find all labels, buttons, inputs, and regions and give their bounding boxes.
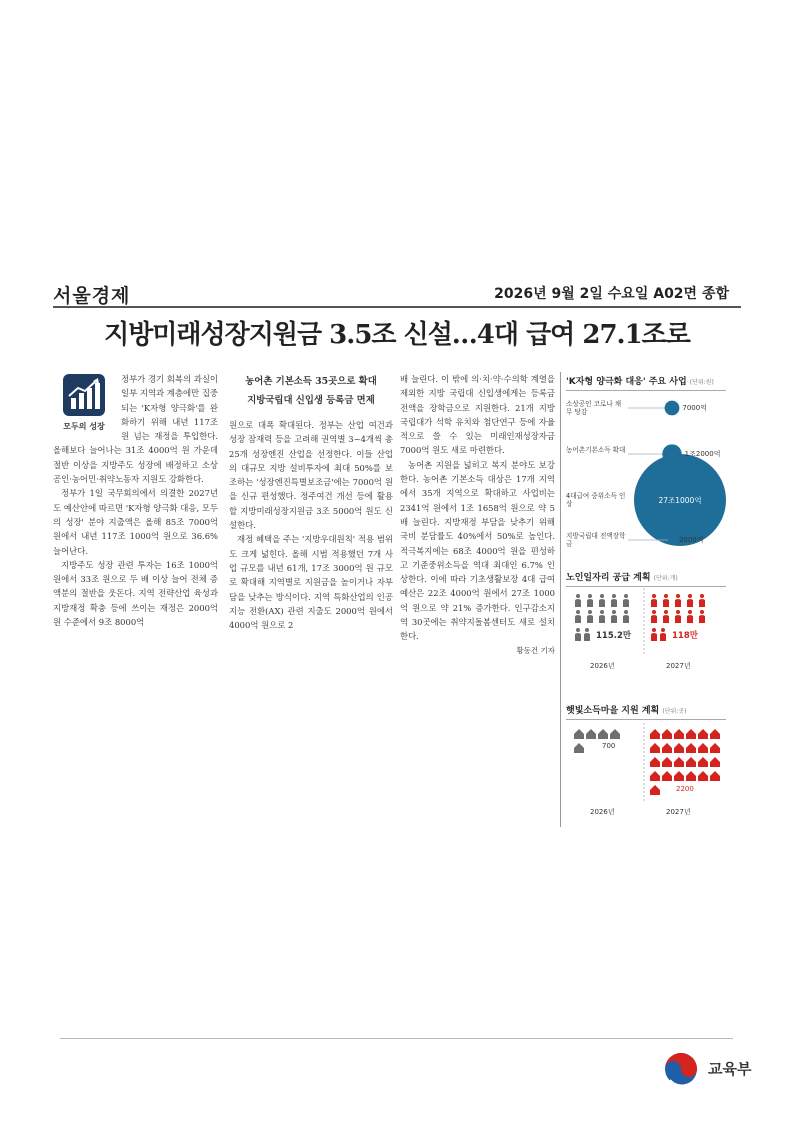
chart-title (566, 374, 726, 387)
bubble-value: 27조1000억 (658, 496, 702, 505)
byline: 황동건 기자 (516, 645, 555, 655)
person-body (587, 615, 593, 623)
house-icon (662, 729, 672, 739)
bubble-chart (566, 374, 726, 554)
person-head (600, 610, 604, 614)
house-pictogram-chart (566, 703, 726, 828)
person-body (611, 615, 617, 623)
house-icon (586, 729, 596, 739)
growth-chart-icon (63, 374, 105, 416)
person-icon (663, 610, 669, 623)
person-head (585, 628, 589, 632)
person-head (652, 594, 656, 598)
house-icon (674, 743, 684, 753)
article-column-1 (53, 372, 218, 629)
person-head (700, 594, 704, 598)
person-head (652, 610, 656, 614)
person-body (651, 633, 657, 641)
chart-rule (566, 586, 726, 587)
person-body (651, 599, 657, 607)
article-column-3 (400, 372, 555, 658)
person-body (587, 599, 593, 607)
person-icon (575, 610, 581, 623)
headline: 지방미래성장지원금 3.5조 신설…4대 급여 27.1조로 (104, 320, 690, 350)
house-icon (698, 771, 708, 781)
year-label: 2026년 (590, 808, 615, 816)
person-icon (611, 594, 617, 607)
people-pictogram-chart (566, 570, 726, 678)
house-icon (598, 729, 608, 739)
section-logo (53, 372, 115, 434)
subheadline-line-2: 지방국립대 신입생 등록금 면제 (247, 395, 375, 406)
publication-name: 서울경제 (53, 285, 131, 307)
person-head (676, 594, 680, 598)
house-icon (674, 729, 684, 739)
person-icon (587, 594, 593, 607)
house-icon (674, 757, 684, 767)
chart-title-text: 'K자형 양극화 대응' 주요 사업 (566, 377, 687, 387)
chart-title-text: 노인일자리 공급 계획 (566, 573, 651, 583)
person-icon (599, 610, 605, 623)
person-head (676, 610, 680, 614)
ministry-name: 교육부 (708, 1060, 752, 1078)
paragraph: 배 늘린다. 이 밖에 의·치·약·수의학 계열을 제외한 지방 국립대 신입생에게는 등록금 전액을 장학금으로 지원한다. 21개 지방 국립대가 석학 유치와 첨단연구 등에 자율적으로 쓸 수 있는 미래인재성장자금 7000억 원도 새로 마련한다. (400, 374, 555, 456)
person-head (624, 610, 628, 614)
person-body (575, 615, 581, 623)
year-label: 2027년 (666, 808, 691, 816)
person-body (687, 615, 693, 623)
person-head (576, 628, 580, 632)
chart-unit: (단위:곳) (662, 708, 687, 715)
house-icon (710, 771, 720, 781)
person-body (663, 615, 669, 623)
house-icon (686, 757, 696, 767)
person-head (688, 610, 692, 614)
person-head (664, 610, 668, 614)
paragraph: 정부가 1일 국무회의에서 의결한 2027년도 예산안에 따르면 'K자형 양극화 대응, 모두의 성장' 분야 지출액은 올해 85조 7000억 원에서 내년 117조 1000억 원으로 36.6% 늘어난다. (53, 488, 218, 556)
person-body (663, 599, 669, 607)
person-body (575, 599, 581, 607)
chart-unit: (단위:원) (689, 379, 714, 386)
house-icon (650, 743, 660, 753)
house-icon (662, 743, 672, 753)
person-body (699, 599, 705, 607)
house-icon (698, 729, 708, 739)
bubble-1 (665, 401, 680, 416)
person-icon (611, 610, 617, 623)
article-column-2 (229, 372, 393, 632)
house-icon (686, 743, 696, 753)
person-icon (687, 610, 693, 623)
person-body (675, 615, 681, 623)
person-icon (675, 610, 681, 623)
person-icon (651, 610, 657, 623)
person-head (576, 610, 580, 614)
person-head (612, 594, 616, 598)
house-value: 700 (602, 742, 616, 750)
person-icon (623, 594, 629, 607)
bubble-label: 지방국립대 전액장학금 (566, 532, 626, 548)
person-icon (623, 610, 629, 623)
person-icon (575, 628, 581, 641)
column-divider (560, 372, 561, 827)
person-body (611, 599, 617, 607)
chart-rule (566, 719, 726, 720)
person-body (660, 633, 666, 641)
bubble-label: 소상공인 코로나 채무 탕감 (566, 400, 622, 416)
house-icon (710, 729, 720, 739)
house-icon (710, 757, 720, 767)
person-icon (599, 594, 605, 607)
person-icon (587, 610, 593, 623)
paragraph: 농어촌 지원을 넓히고 복지 분야도 보강한다. 농어촌 기본소득 대상은 17개 지역에서 35개 지역으로 확대하고 사업비는 2341억 원에서 1조 1658억 원으로 약 5배 늘린다. 지방재정 부담을 낮추기 위해 국비 분담률도 40%에서 50%로 높인다. 적극복지에는 68조 4000억 원을 편성하고 기준중위소득을 역대 최대인 6.7% 인상한다. 이에 따라 기초생활보장 4대 급여 예산은 22조 4000억 원에서 27조 1000억 원으로 약 21% 증가한다. 인구감소지역 30곳에는 취약지돌봄센터도 새로 설치한다. (400, 459, 555, 642)
house-icon (674, 771, 684, 781)
person-body (687, 599, 693, 607)
house-icon (686, 771, 696, 781)
person-head (588, 610, 592, 614)
footer-rule (60, 1038, 733, 1039)
person-head (600, 594, 604, 598)
people-value: 115.2만 (596, 631, 632, 641)
person-icon (575, 594, 581, 607)
subheadline-line-1: 농어촌 기본소득 35곳으로 확대 (245, 376, 377, 387)
person-body (675, 599, 681, 607)
chart-unit: (단위:개) (653, 575, 678, 582)
person-icon (584, 628, 590, 641)
section-label: 모두의 성장 (63, 422, 105, 431)
bubble-value: 1조2000억 (684, 450, 721, 458)
subheadline (229, 372, 393, 410)
bubble-value: 7000억 (682, 404, 707, 412)
house-icon (650, 729, 660, 739)
person-icon (651, 628, 657, 641)
house-icon (698, 757, 708, 767)
person-head (612, 610, 616, 614)
person-head (664, 594, 668, 598)
person-body (584, 633, 590, 641)
year-label: 2026년 (590, 662, 615, 670)
year-label: 2027년 (666, 662, 691, 670)
chart-title (566, 703, 726, 716)
person-body (599, 599, 605, 607)
bubble-label: 4대급여 중위소득 인상 (566, 492, 626, 508)
people-plot (566, 588, 726, 658)
government-emblem-icon (662, 1050, 700, 1088)
house-icon (662, 757, 672, 767)
person-body (623, 599, 629, 607)
person-body (623, 615, 629, 623)
person-head (588, 594, 592, 598)
house-icon (710, 743, 720, 753)
bubble-4 (668, 536, 676, 544)
house-value: 2200 (676, 785, 694, 793)
paragraph: 원으로 대폭 확대된다. 정부는 산업 여건과 성장 잠재력 등을 고려해 권역별 3~4개씩 총 25개 성장엔진 산업을 선정한다. 이들 산업의 대규모 지방 설비투자에 최대 50%를 보조하는 '성장엔진특별보조금'에는 7000억 원을 신규 편성했다. 정주여건 개선 등에 활용할 지방미래성장지원금 3조 5000억 원도 신설한다. (229, 420, 393, 531)
house-icon (698, 743, 708, 753)
person-body (599, 615, 605, 623)
house-plot (566, 723, 726, 803)
dateline: 2026년 9월 2일 수요일 A02면 종합 (494, 286, 729, 302)
header-rule (53, 306, 741, 308)
person-body (651, 615, 657, 623)
person-body (575, 633, 581, 641)
person-body (699, 615, 705, 623)
house-icon (574, 743, 584, 753)
person-head (688, 594, 692, 598)
person-icon (663, 594, 669, 607)
paragraph: 재정 혜택을 주는 '지방우대원칙' 적용 범위도 크게 넓힌다. 올해 시범 적용했던 7개 사업 규모를 내년 61개, 17조 3000억 원 규모로 확대해 지역별로 지원금을 높이거나 자부담을 낮추는 방식이다. 지역 특화산업의 인공지능 전환(AX) 관련 지출도 2000억 원에서 4000억 원으로 2 (229, 534, 393, 631)
person-head (624, 594, 628, 598)
chart-title (566, 570, 726, 583)
person-icon (699, 610, 705, 623)
person-head (652, 628, 656, 632)
person-icon (687, 594, 693, 607)
house-icon (650, 757, 660, 767)
person-head (700, 610, 704, 614)
chart-title-text: 햇빛소득마을 지원 계획 (566, 706, 660, 716)
person-head (576, 594, 580, 598)
house-icon (662, 771, 672, 781)
person-icon (699, 594, 705, 607)
house-icon (686, 729, 696, 739)
house-icon (610, 729, 620, 739)
paragraph: 정부가 경기 회복의 과실이 일부 지역과 계층에만 집중되는 'K자형 양극화'를 완화하기 위해 내년 117조 원 넘는 재정을 투입한다. 올해보다 늘어나는 31조 4000억 원 가운데 절반 이상을 지방주도 성장에 배정하고 소상공인·농어민·취약노동자 지원도 강화한다. (53, 374, 218, 485)
paragraph: 지방주도 성장 관련 투자는 16조 1000억 원에서 33조 원으로 두 배 이상 늘어 전체 증액분의 절반을 웃돈다. 지역 전략산업 육성과 지방재정 확충 등에 쓰이는 재정은 2000억 원 수준에서 9조 8000억 (53, 559, 218, 628)
person-icon (651, 594, 657, 607)
house-icon (650, 785, 660, 795)
house-icon (650, 771, 660, 781)
person-head (661, 628, 665, 632)
bubble-value: 2000억 (678, 536, 704, 544)
bubble-label: 농어촌기본소득 확대 (566, 446, 626, 454)
person-icon (660, 628, 666, 641)
house-icon (574, 729, 584, 739)
person-icon (675, 594, 681, 607)
people-value: 118만 (672, 631, 698, 641)
